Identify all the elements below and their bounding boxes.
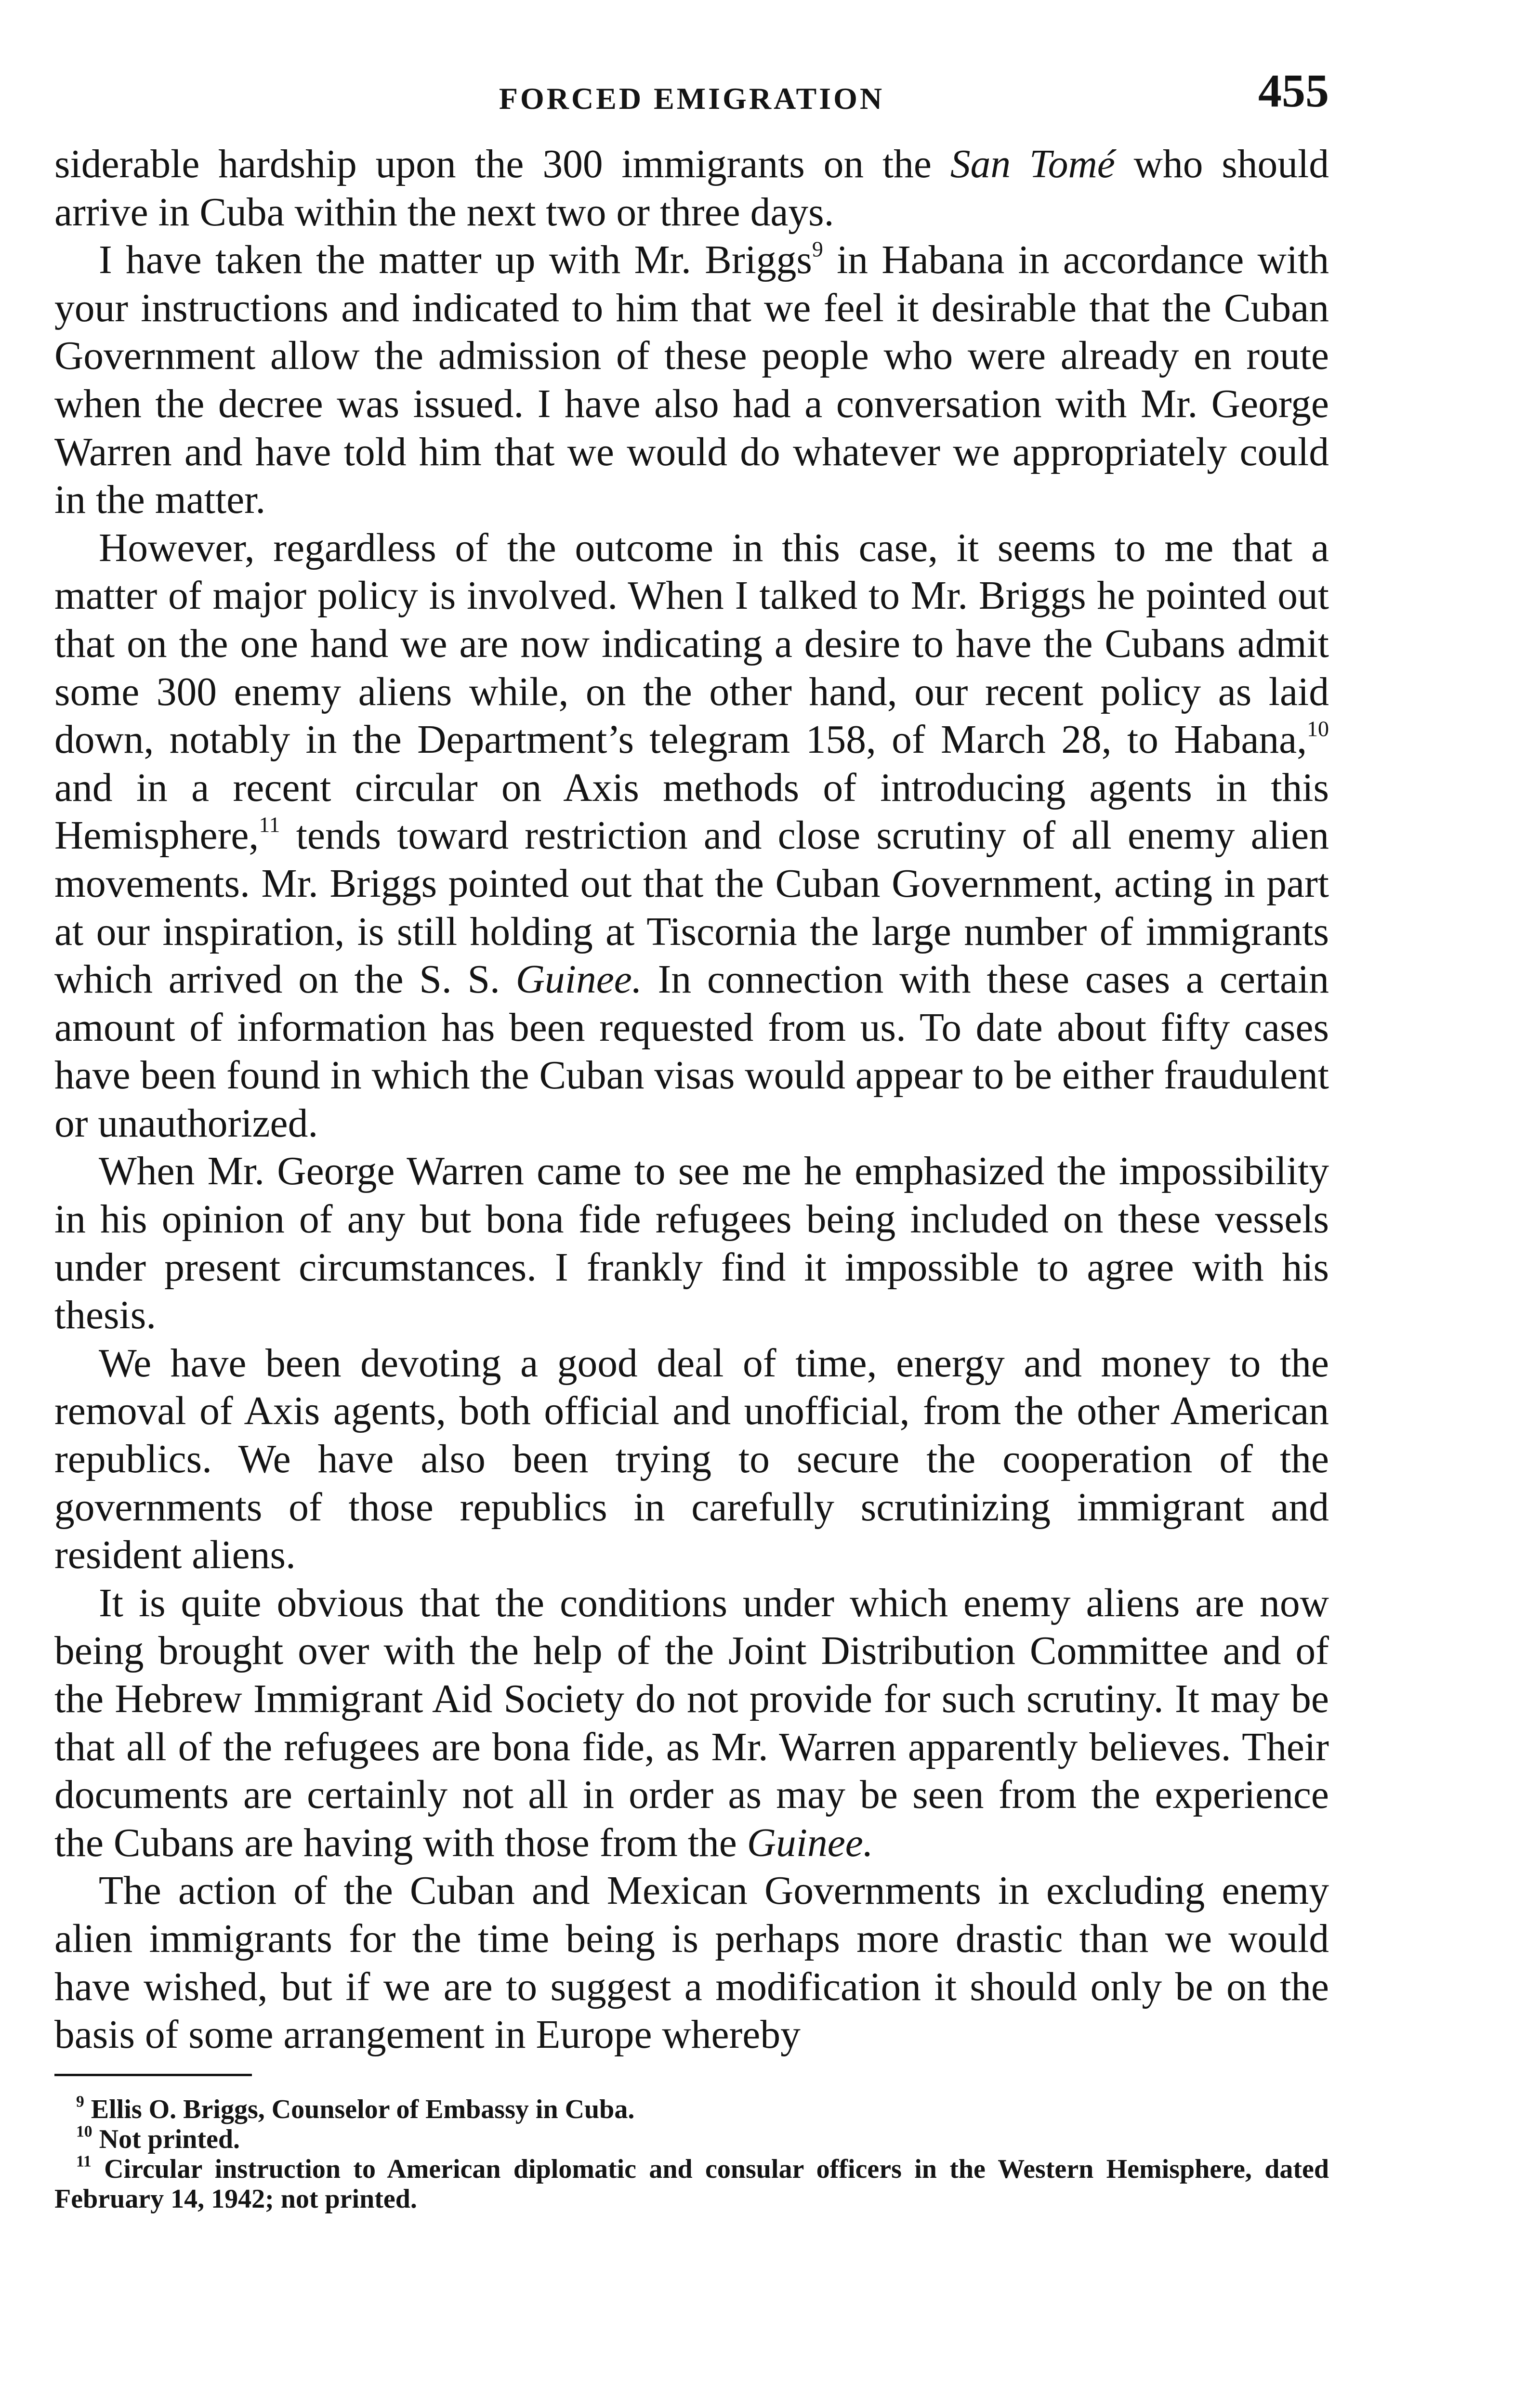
paragraph-text: However, regardless of the outcome in this case, it seems to me that a matter of major policy is involved. When I talked to Mr. Briggs he pointed out that on the one hand we are now indicating a desire to have the Cubans admit some 300 enemy aliens while, on the other hand, our recent policy as laid down, notably in the Department’s telegram 158, of March 28, to Habana, <box>54 525 1329 762</box>
paragraph-text: siderable hardship upon the 300 immigrants on the <box>54 142 950 186</box>
running-title: FORCED EMIGRATION <box>499 81 885 116</box>
footnote-ref-11: 11 <box>259 812 280 837</box>
paragraph-5: We have been devoting a good deal of time, energy and money to the removal of Axis agents, both official and unofficial, from the other American republics. We have also been trying to secure the cooperation of the governments of those republics in carefully scrutinizing immigrant and resident aliens. <box>54 1341 1329 1578</box>
footnote-divider <box>54 2074 252 2076</box>
page-number: 455 <box>1258 65 1329 117</box>
paragraph-4: When Mr. George Warren came to see me he emphasized the impossibility in his opinion of any but bona fide refugees being included on these vessels under present circumstances. I frankly find it impossible to agree with his thesis. <box>54 1149 1329 1338</box>
paragraph-text: It is quite obvious that the conditions under which enemy aliens are now being brought over with the help of the Joint Distribution Committee and of the Hebrew Immigrant Aid Society do not provide for such scrutiny. It may be that all of the refugees are bona fide, as Mr. Warren apparently believes. Their documents are certainly not all in order as may be seen from the experience the Cubans are having with those from the <box>54 1581 1329 1865</box>
ship-name: Guinee. <box>747 1820 873 1865</box>
footnote-10 <box>54 2124 1329 2154</box>
paragraph-text: I have taken the matter up with Mr. Briggs <box>99 238 812 283</box>
footnote-9 <box>54 2094 1329 2124</box>
footnote-ref-10: 10 <box>1307 716 1329 741</box>
footnote-mark: 10 <box>76 2122 92 2141</box>
paragraph-text: who should arrive in Cuba within the next two or three days. <box>54 142 1329 235</box>
paragraph-text: in Habana in accordance with your instructions and indicated to him that we feel it desirable that the Cuban Government allow the admission of these people who were already en route when the decree was issued. I have also had a conversation with Mr. George Warren and have told him that we would do whatever we appropriately could in the matter. <box>54 238 1329 523</box>
body-text <box>54 141 1329 2059</box>
footnote-text: Ellis O. Briggs, Counselor of Embassy in Cuba. <box>84 2094 635 2124</box>
footnote-text: Circular instruction to American diplomatic and consular officers in the Western Hemisphere, dated February 14, 1942; not printed. <box>54 2154 1329 2214</box>
paragraph-text: and in a recent circular on Axis methods of introducing agents in this Hemisphere, <box>54 765 1329 858</box>
paragraph-2 <box>54 236 1329 524</box>
footnote-11 <box>54 2154 1329 2214</box>
footnotes <box>54 2094 1329 2214</box>
paragraph-1 <box>54 141 1329 236</box>
paragraph-text: tends toward restriction and close scrutiny of all enemy alien movements. Mr. Briggs pointed out that the Cuban Government, acting in part at our inspiration, is still holding at Tiscornia the large number of immigrants which arrived on the S. S. <box>54 813 1329 1002</box>
ship-name: San Tomé <box>950 142 1115 186</box>
running-header <box>54 67 1329 120</box>
paragraph-3 <box>54 524 1329 1148</box>
footnote-ref-9: 9 <box>812 236 823 262</box>
document-page <box>54 67 1329 2214</box>
paragraph-7: The action of the Cuban and Mexican Governments in excluding enemy alien immigrants for the time being is perhaps more drastic than we would have wished, but if we are to suggest a modification it should only be on the basis of some arrangement in Europe whereby <box>54 1869 1329 2057</box>
paragraph-6 <box>54 1580 1329 1868</box>
ship-name: Guinee. <box>515 957 642 1002</box>
footnote-mark: 9 <box>76 2093 84 2111</box>
footnote-mark: 11 <box>76 2152 92 2171</box>
footnote-text: Not printed. <box>92 2124 240 2154</box>
paragraph-text: In connection with these cases a certain amount of information has been requested from us. To date about fifty cases have been found in which the Cuban visas would appear to be either fraudulent or unauthorized. <box>54 957 1329 1146</box>
